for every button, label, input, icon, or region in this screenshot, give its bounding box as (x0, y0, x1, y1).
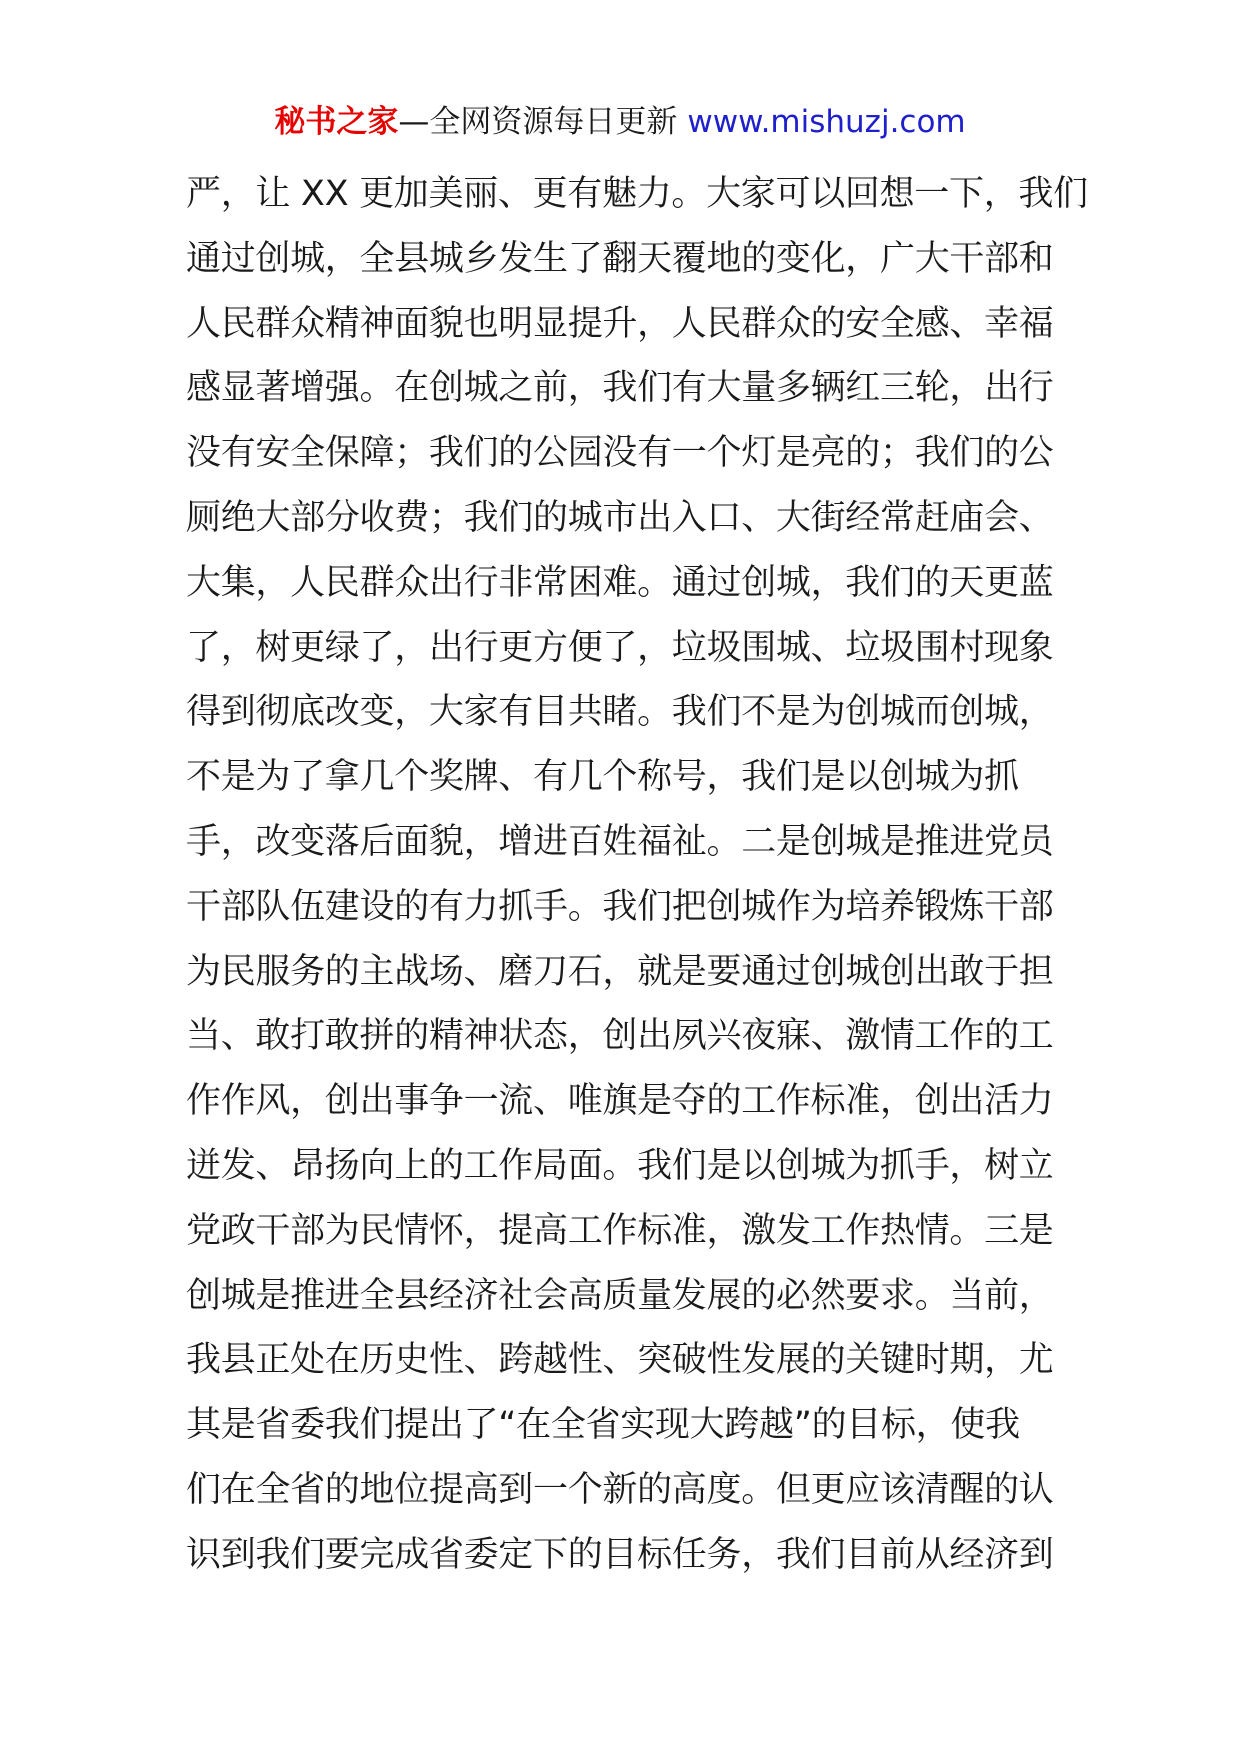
text-line: 了，树更绿了，出行更方便了，垃圾围城、垃圾围村现象 (186, 627, 1054, 668)
text-line: 作作风，创出事争一流、唯旗是夺的工作标准，创出活力 (186, 1081, 1054, 1122)
text-line: 党政干部为民情怀，提高工作标准，激发工作热情。三是 (186, 1210, 1054, 1251)
site-url-link[interactable]: www.mishuzj.com (687, 104, 966, 140)
text-line: 大集，人民群众出行非常困难。通过创城，我们的天更蓝 (186, 562, 1054, 603)
text-line: 迸发、昂扬向上的工作局面。我们是以创城为抓手，树立 (186, 1145, 1054, 1186)
text-line: 们在全省的地位提高到一个新的高度。但更应该清醒的认 (186, 1469, 1054, 1510)
text-line: 其是省委我们提出了“在全省实现大跨越”的目标，使我 (186, 1405, 1020, 1446)
text-line: 通过创城，全县城乡发生了翻天覆地的变化，广大干部和 (186, 238, 1054, 279)
text-line: 得到彻底改变，大家有目共睹。我们不是为创城而创城， (186, 692, 1054, 733)
page-header (0, 100, 1240, 144)
text-line: 识到我们要完成省委定下的目标任务，我们目前从经济到 (186, 1534, 1054, 1575)
text-line: 手，改变落后面貌，增进百姓福祉。二是创城是推进党员 (186, 821, 1054, 862)
text-line: 不是为了拿几个奖牌、有几个称号，我们是以创城为抓 (186, 757, 1019, 798)
text-line: 为民服务的主战场、磨刀石，就是要通过创城创出敢于担 (186, 951, 1054, 992)
text-line: 干部队伍建设的有力抓手。我们把创城作为培养锻炼干部 (186, 886, 1054, 927)
text-line: 当、敢打敢拼的精神状态，创出夙兴夜寐、激情工作的工 (186, 1016, 1054, 1057)
brand-name: 秘书之家 (274, 104, 399, 140)
text-line: 没有安全保障；我们的公园没有一个灯是亮的；我们的公 (186, 433, 1054, 474)
text-line: 厕绝大部分收费；我们的城市出入口、大街经常赶庙会、 (186, 497, 1054, 538)
text-line: 创城是推进全县经济社会高质量发展的必然要求。当前， (186, 1275, 1054, 1316)
text-line: 严，让 XX 更加美丽、更有魅力。大家可以回想一下，我们 (186, 174, 1088, 214)
text-line: 我县正处在历史性、跨越性、突破性发展的关键时期，尤 (186, 1340, 1054, 1381)
text-line: 人民群众精神面貌也明显提升，人民群众的安全感、幸福 (186, 303, 1054, 344)
document-body (186, 162, 1088, 1588)
text-line: 感显著增强。在创城之前，我们有大量多辆红三轮，出行 (186, 368, 1054, 409)
header-tagline: —全网资源每日更新 (398, 104, 678, 140)
